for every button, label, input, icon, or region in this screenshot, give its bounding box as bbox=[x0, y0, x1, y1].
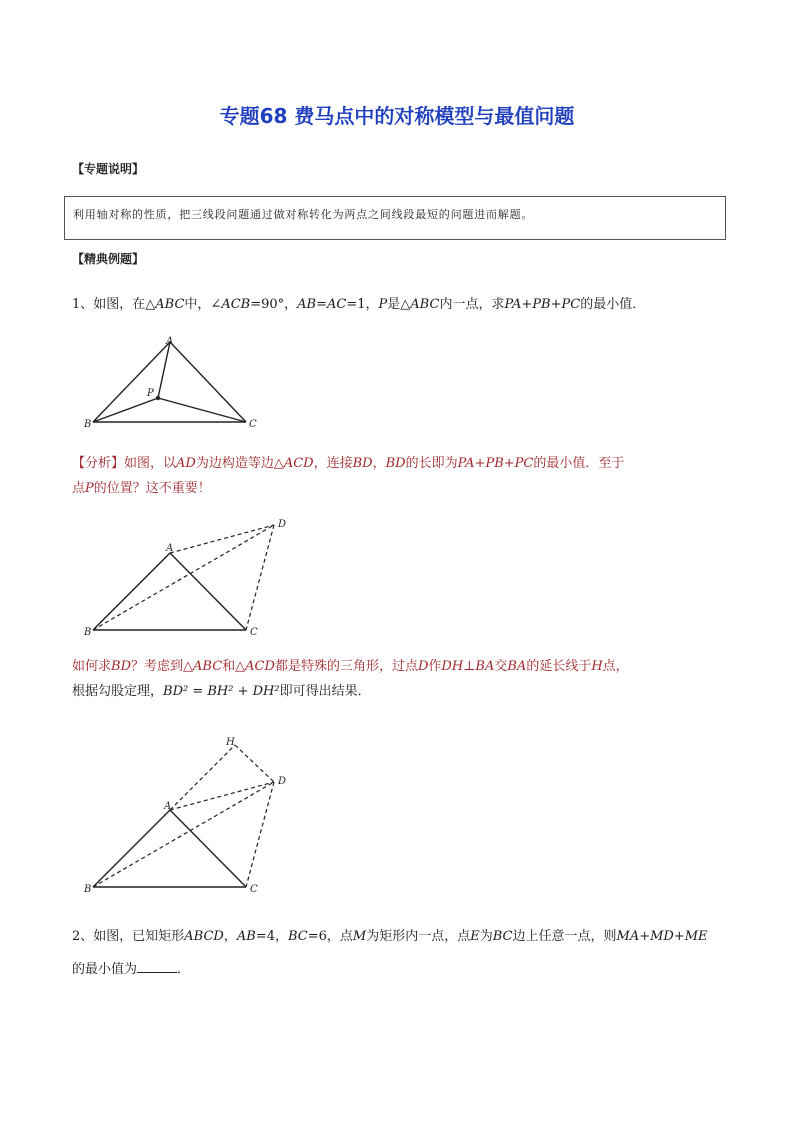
fig1-segment-pb bbox=[93, 398, 158, 422]
figure2-equilateral-construction-diagram bbox=[80, 515, 300, 640]
fig3-segment-hd bbox=[235, 745, 274, 782]
fig2-label-a: A bbox=[166, 543, 174, 554]
fig1-segment-pa bbox=[158, 342, 170, 398]
fig1-label-b: B bbox=[84, 419, 92, 430]
explain-section-label: 【专题说明】 bbox=[72, 162, 145, 176]
fig1-label-p: P bbox=[147, 388, 154, 399]
fig1-segment-ac bbox=[170, 342, 246, 422]
problem1-text: 1、如图，在△ABC中，∠ACB=90°，AB=AC=1，P是△ABC内一点，求PA+PB+PC的最小值． bbox=[72, 297, 646, 312]
fig3-label-h: H bbox=[226, 737, 235, 748]
fig1-label-a: A bbox=[166, 336, 174, 347]
fig3-segment-dc bbox=[246, 782, 274, 887]
fig2-label-c: C bbox=[250, 627, 258, 638]
fig3-label-b: B bbox=[84, 884, 92, 895]
answer-blank[interactable] bbox=[137, 960, 177, 973]
fig3-segment-ba bbox=[93, 810, 170, 887]
fig2-segment-bd bbox=[93, 525, 274, 630]
analysis-line-1: 【分析】如图，以AD为边构造等边△ACD，连接BD，BD的长即为PA+PB+PC的最小值．至于 bbox=[72, 456, 625, 471]
fig2-label-d: D bbox=[278, 519, 287, 530]
bd-explanation-line-2: 根据勾股定理，BD² = BH² + DH²即可得出结果． bbox=[72, 684, 371, 699]
fig1-point-p bbox=[156, 396, 160, 400]
fig3-segment-ad bbox=[170, 782, 274, 810]
fig3-label-d: D bbox=[278, 776, 287, 787]
figure3-perpendicular-construction-diagram bbox=[80, 733, 300, 898]
fig1-segment-ba bbox=[93, 342, 170, 422]
fig1-label-c: C bbox=[249, 419, 257, 430]
fig3-segment-ac bbox=[170, 810, 246, 887]
fig1-segment-pc bbox=[158, 398, 246, 422]
figure1-triangle-diagram bbox=[80, 330, 280, 435]
examples-section-label: 【精典例题】 bbox=[72, 252, 145, 266]
analysis-line-2: 点P的位置？这不重要！ bbox=[72, 481, 211, 496]
fig3-label-a: A bbox=[164, 801, 172, 812]
pythagorean-formula: BD² = BH² + DH² bbox=[163, 684, 280, 699]
page-title: 专题68 费马点中的对称模型与最值问题 bbox=[219, 104, 575, 128]
bd-explanation-line-1: 如何求BD？考虑到△ABC和△ACD都是特殊的三角形，过点D作DH⊥BA交BA的延长线于H点， bbox=[72, 659, 629, 674]
explain-box bbox=[64, 196, 726, 240]
problem2-line-1: 2、如图，已知矩形ABCD，AB=4，BC=6，点M为矩形内一点，点E为BC边上任意一点，则MA+MD+ME bbox=[72, 929, 708, 944]
fig3-label-c: C bbox=[250, 884, 258, 895]
problem2-line-2: 的最小值为 ． bbox=[72, 962, 191, 977]
explain-text: 利用轴对称的性质，把三线段问题通过做对称转化为两点之间线段最短的问题进而解题。 bbox=[73, 208, 534, 221]
fig3-segment-ah-extension bbox=[170, 745, 235, 810]
fig2-segment-ba bbox=[93, 553, 170, 630]
fig2-segment-ad bbox=[170, 525, 274, 553]
fig2-segment-dc bbox=[246, 525, 274, 630]
fig2-segment-ac bbox=[170, 553, 246, 630]
fig2-label-b: B bbox=[84, 627, 92, 638]
fig3-segment-bd bbox=[93, 782, 274, 887]
